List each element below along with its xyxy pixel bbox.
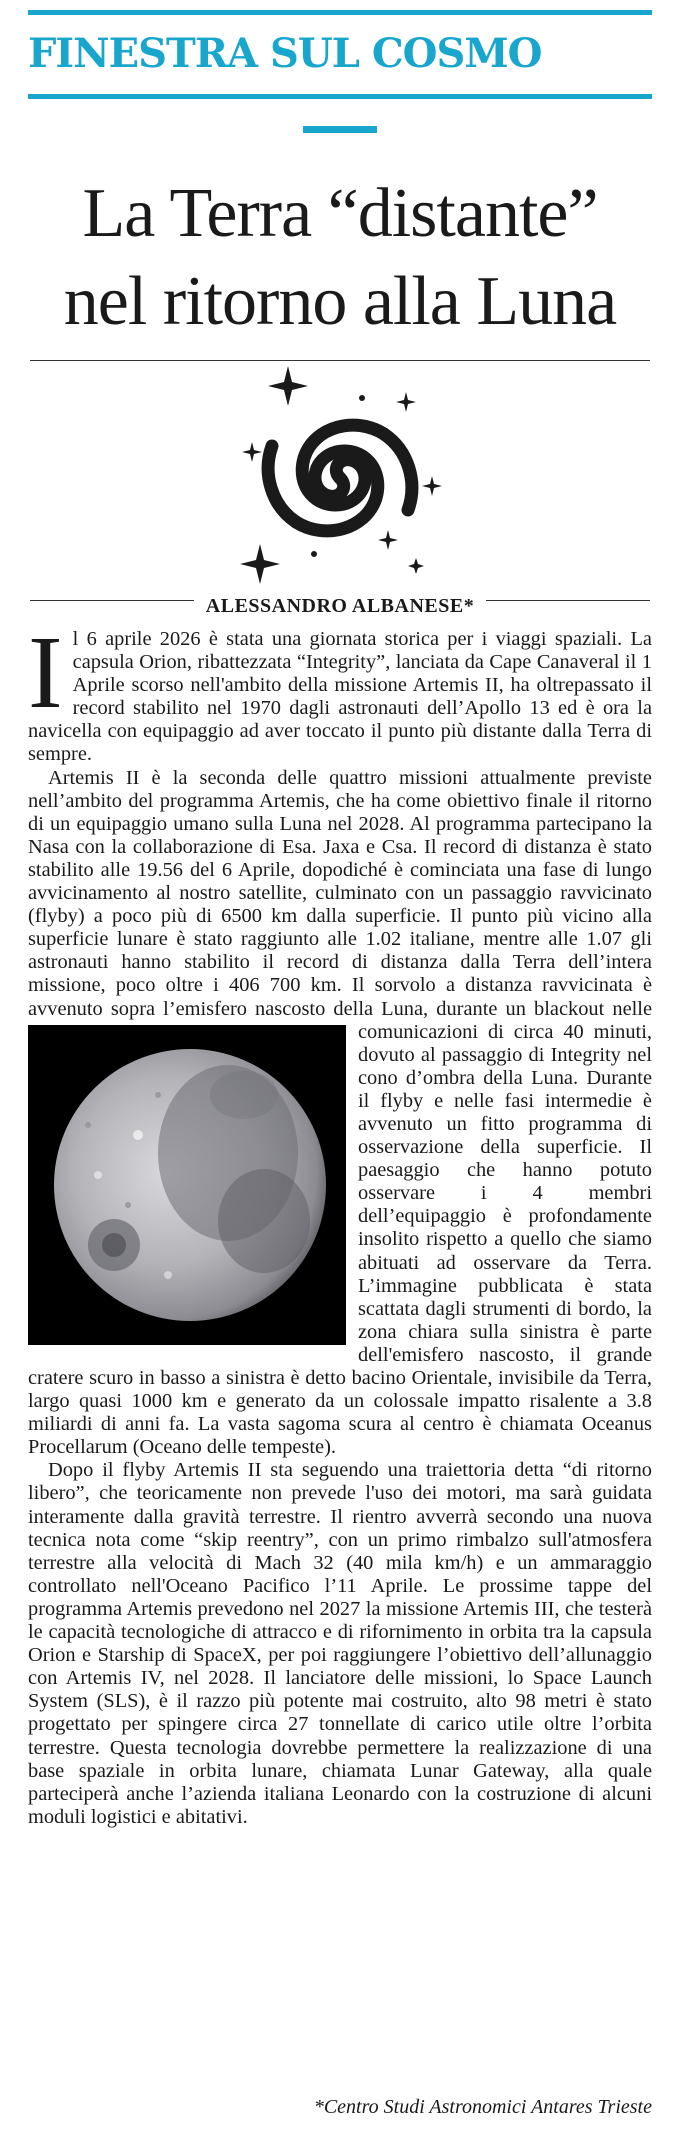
rubric-top-bar: [28, 10, 652, 15]
author-affiliation-note: *Centro Studi Astronomici Antares Trieste: [313, 2096, 652, 2118]
section-rubric: FINESTRA SUL COSMO: [28, 30, 542, 77]
paragraph-2a-text: Artemis II è la seconda delle quattro missioni attualmente previste nell’ambito del programma Artemis, che ha come obiettivo finale il ritorno di un equipaggio umano sulla Luna nel 2028. Al programma partecipano la Nasa con la collaborazione di Esa. Jaxa e Csa. Il record di distanza è stato stabilito alle 19.56 del 6 Aprile, dopodiché è cominciata una fase di lungo avvicinamento al nostro satellite, culminato con un passaggio ravvicinato (flyby) a poco più di 6500 km dalla superficie. Il punto più vicino alla superficie lunare è stato raggiunto alle 1.02 italiane, mentre alle 1.07 gli astronauti hanno stabilito il record di distanza dalla Terra dell’intera missione, poco oltre i 406 700 km. Il sorvolo a distanza ravvicinata è avvenuto sopra l’emisfero nascosto della Luna, durante un blackout nelle comunicazioni di circa 40 minuti,: [28, 766, 652, 1043]
moon-image: [28, 1025, 346, 1345]
moon-photo: [28, 1025, 346, 1345]
paragraph-3: Dopo il flyby Artemis II sta seguendo una traiettoria detta “di ritorno libero”, che teoricamente non prevede l'uso dei motori, ma sarà guidata interamente dalla gravità terrestre. Il rientro avverrà secondo una nuova tecnica nota come “skip reentry”, con un primo rimbalzo sull'atmosfera terrestre alla velocità di Mach 32 (40 mila km/h) e un ammaraggio controllato nell'Oceano Pacifico l’11 Aprile. Le prossime tappe del programma Artemis prevedono nel 2027 la missione Artemis III, che testerà le capacità tecnologiche di attracco e di rifornimento in orbita tra la capsula Orion e Starship di SpaceX, per poi raggiungere l’obiettivo dell’allunaggio con Artemis IV, nel 2028. Il lanciatore delle missioni, lo Space Launch System (SLS), è il razzo più potente mai costruito, alto 98 metri è stato progettato per spingere circa 27 tonnellate di carico utile oltre l’orbita terrestre. Questa tecnologia dovrebbe permettere la realizzazione di una base spaziale in orbita lunare, chiamata Lunar Gateway, alla quale parteciperà anche l’azienda italiana Leonardo con la costruzione di alcuni moduli logistici e abitativi.: [28, 1459, 652, 1828]
author-name: ALESSANDRO ALBANESE*: [194, 595, 486, 617]
headline: [20, 170, 660, 346]
accent-divider: [303, 126, 377, 133]
headline-line-2: nel ritorno alla Luna: [63, 263, 617, 340]
rubric-bottom-bar: [28, 94, 652, 99]
paragraph-1-text: l 6 aprile 2026 è stata una giornata storica per i viaggi spaziali. La capsula Orion, ribattezzata “Integrity”, lanciata da Cape Canaveral il 1 Aprile scorso nell'ambito della missione Artemis II, ha oltrepassato il record stabilito nel 1970 dagli astronauti dell’Apollo 13 ed è ora la navicella con equipaggio ad aver toccato il punto più distante dalla Terra di sempre.: [28, 628, 652, 766]
paragraph-2b-text: dovuto al passaggio di Integrity nel cono d’ombra della Luna. Durante il flyby e nelle fasi intermedie è avvenuto un fitto programma di osservazione della superficie. Il paesaggio che hanno potuto osservare i 4 membri dell’equipaggio è profondamente insolito rispetto a quello che siamo abituati ad osservare da Terra. L’immagine pubblicata è stata scattata dagli strumenti di bordo, la zona chiara sulla sinistra è parte dell'emisfero nascosto, il grande cratere scuro in basso a sinistra è detto bacino Orientale, invisibile da Terra, largo quasi 1000 km e generato da un colossale impatto risalente a 3.8 miliardi di anni fa. La vasta sagoma scura al centro è chiamata Oceanus Procellarum (Oceano delle tempeste).: [28, 1043, 652, 1459]
paragraph-1: [28, 615, 652, 767]
paragraph-2: [28, 767, 652, 1460]
headline-line-1: La Terra “distante”: [82, 175, 598, 252]
drop-cap: I: [28, 615, 63, 730]
article-body: [28, 615, 652, 1829]
byline: [0, 594, 680, 618]
spiral-galaxy-logo-icon: [222, 358, 458, 590]
